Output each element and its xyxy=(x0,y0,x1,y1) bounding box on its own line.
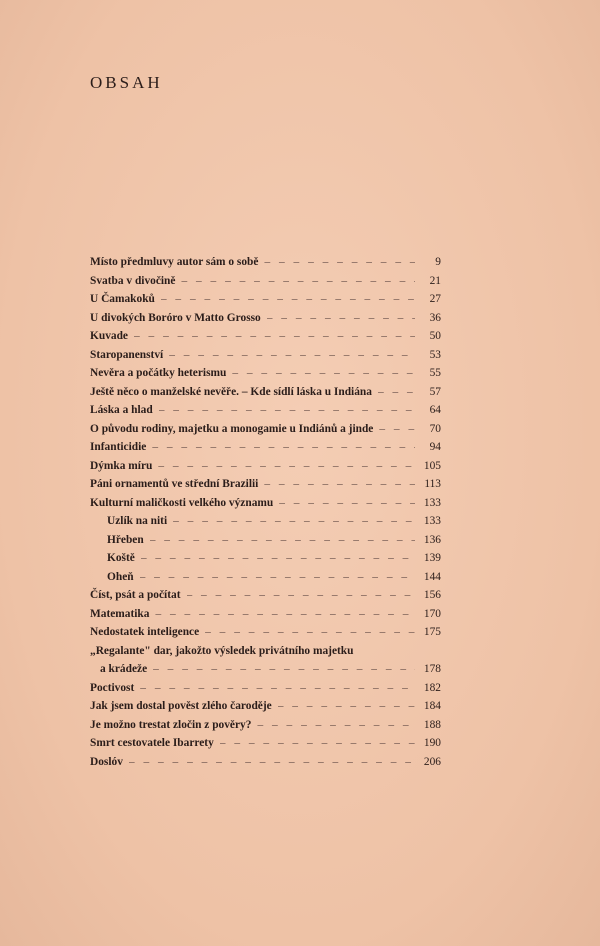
toc-entry-page: 113 xyxy=(424,478,441,490)
toc-entry-page: 139 xyxy=(423,552,441,564)
dot-leader xyxy=(140,571,415,583)
dot-leader xyxy=(158,460,415,472)
toc-entry-page: 188 xyxy=(423,718,441,731)
toc-entry-title: Ještě něco o manželské nevěře. – Kde sídlí láska u Indiána xyxy=(90,385,372,398)
toc-entry-title: Páni ornamentů ve střední Brazilii xyxy=(90,478,259,490)
dot-leader xyxy=(264,478,415,490)
toc-entry xyxy=(90,386,441,405)
toc-entry-page: 27 xyxy=(429,293,441,305)
toc-entry xyxy=(90,330,441,349)
dot-leader xyxy=(159,404,415,416)
toc-entry-page: 133 xyxy=(423,515,441,527)
dot-leader xyxy=(278,700,415,712)
toc-entry xyxy=(90,441,441,460)
toc-entry-title: Kulturní maličkosti velkého významu xyxy=(90,496,274,509)
toc-entry-page: 70 xyxy=(429,422,441,435)
dot-leader xyxy=(150,534,415,546)
toc-entry-title: Nedostatek inteligence xyxy=(90,626,200,638)
toc-entry xyxy=(90,534,441,553)
toc-entry-title: Matematika xyxy=(90,607,150,620)
toc-entry-page: 50 xyxy=(429,330,441,342)
toc-entry-title: Nevěra a počátky heterismu xyxy=(90,367,227,379)
toc-entry-page: 136 xyxy=(423,533,441,546)
dot-leader xyxy=(140,682,415,694)
toc-entry-page: 184 xyxy=(423,700,441,712)
toc-entry xyxy=(90,663,441,682)
dot-leader xyxy=(141,552,415,564)
toc-entry-page: 105 xyxy=(423,459,441,472)
toc-entry xyxy=(90,293,441,312)
toc-entry-title: Kuvade xyxy=(90,330,128,342)
toc-entry xyxy=(90,404,441,423)
toc-entry-page: 57 xyxy=(429,385,441,398)
toc-entry-page: 36 xyxy=(429,311,441,324)
toc-entry-title: Jak jsem dostal pověst zlého čaroděje xyxy=(90,700,272,712)
toc-entry xyxy=(90,626,441,645)
toc-entry-title: „Regalante" dar, jakožto výsledek privátního majetku xyxy=(90,644,354,657)
dot-leader xyxy=(134,330,415,342)
toc-entry-page: 21 xyxy=(429,274,441,287)
dot-leader xyxy=(169,349,415,361)
toc-entry xyxy=(90,256,441,275)
toc-entry-page: 170 xyxy=(423,607,441,620)
toc-entry-page: 206 xyxy=(423,755,441,768)
toc-entry-title: Smrt cestovatele Ibarrety xyxy=(90,737,214,749)
toc-entry xyxy=(90,700,441,719)
toc-entry xyxy=(90,589,441,608)
toc-entry-title: Láska a hlad xyxy=(90,404,153,416)
toc-entry xyxy=(90,312,441,331)
toc-entry-title: Dýmka míru xyxy=(90,459,153,472)
dot-leader xyxy=(161,293,415,305)
dot-leader xyxy=(152,441,415,453)
table-of-contents xyxy=(90,256,441,774)
toc-entry xyxy=(90,478,441,497)
dot-leader xyxy=(129,756,415,768)
toc-entry xyxy=(90,367,441,386)
toc-entry-title: Koště xyxy=(107,552,135,564)
dot-leader xyxy=(378,386,415,398)
toc-entry-page: 133 xyxy=(423,496,441,509)
toc-entry-title: Číst, psát a počítat xyxy=(90,589,181,601)
toc-entry-title: U divokých Boróro v Matto Grosso xyxy=(90,311,261,324)
toc-entry-page: 182 xyxy=(423,681,441,694)
toc-entry-title: Místo předmluvy autor sám o sobě xyxy=(90,256,259,268)
toc-entry xyxy=(90,719,441,738)
toc-entry-title: Hřeben xyxy=(107,533,144,546)
toc-entry-page: 156 xyxy=(423,589,441,601)
toc-entry-title: Uzlík na niti xyxy=(107,515,168,527)
toc-entry xyxy=(90,423,441,442)
toc-entry xyxy=(90,645,441,664)
toc-entry-page: 64 xyxy=(429,404,441,416)
page-title: OBSAH xyxy=(90,73,163,92)
toc-entry-title: U Čamakoků xyxy=(90,293,155,305)
toc-entry xyxy=(90,552,441,571)
toc-entry xyxy=(90,275,441,294)
dot-leader xyxy=(181,275,415,287)
dot-leader xyxy=(205,626,415,638)
dot-leader xyxy=(220,737,415,749)
toc-entry-title: Poctivost xyxy=(90,681,135,694)
dot-leader xyxy=(264,256,415,268)
dot-leader xyxy=(257,719,415,731)
dot-leader xyxy=(279,497,415,509)
toc-entry-page: 178 xyxy=(423,663,441,675)
toc-entry xyxy=(90,349,441,368)
toc-entry-title: Je možno trestat zločin z pověry? xyxy=(90,718,252,731)
toc-entry xyxy=(90,756,441,775)
toc-entry-page: 55 xyxy=(429,367,441,379)
dot-leader xyxy=(267,312,415,324)
toc-entry-page: 53 xyxy=(429,348,441,361)
toc-entry-title: O původu rodiny, majetku a monogamie u Indiánů a jinde xyxy=(90,422,374,435)
dot-leader xyxy=(187,589,416,601)
toc-entry xyxy=(90,497,441,516)
toc-entry-page: 175 xyxy=(423,626,441,638)
toc-entry-title: Infanticidie xyxy=(90,441,147,453)
dot-leader xyxy=(379,423,415,435)
dot-leader xyxy=(153,663,415,675)
toc-entry xyxy=(90,608,441,627)
toc-entry xyxy=(90,682,441,701)
toc-entry xyxy=(90,460,441,479)
dot-leader xyxy=(173,515,415,527)
toc-entry xyxy=(90,737,441,756)
toc-entry-page: 94 xyxy=(429,441,441,453)
toc-entry-title: Doslóv xyxy=(90,755,123,768)
dot-leader xyxy=(232,367,415,379)
toc-entry-title: Svatba v divočině xyxy=(90,274,176,287)
toc-entry-title: a krádeže xyxy=(100,663,148,675)
toc-entry-page: 144 xyxy=(423,570,441,583)
toc-entry-page: 9 xyxy=(435,256,441,268)
dot-leader xyxy=(155,608,415,620)
toc-entry-page: 190 xyxy=(423,737,441,749)
toc-entry-title: Staropanenství xyxy=(90,348,164,361)
toc-entry xyxy=(90,571,441,590)
toc-entry-title: Oheň xyxy=(107,570,134,583)
toc-entry xyxy=(90,515,441,534)
